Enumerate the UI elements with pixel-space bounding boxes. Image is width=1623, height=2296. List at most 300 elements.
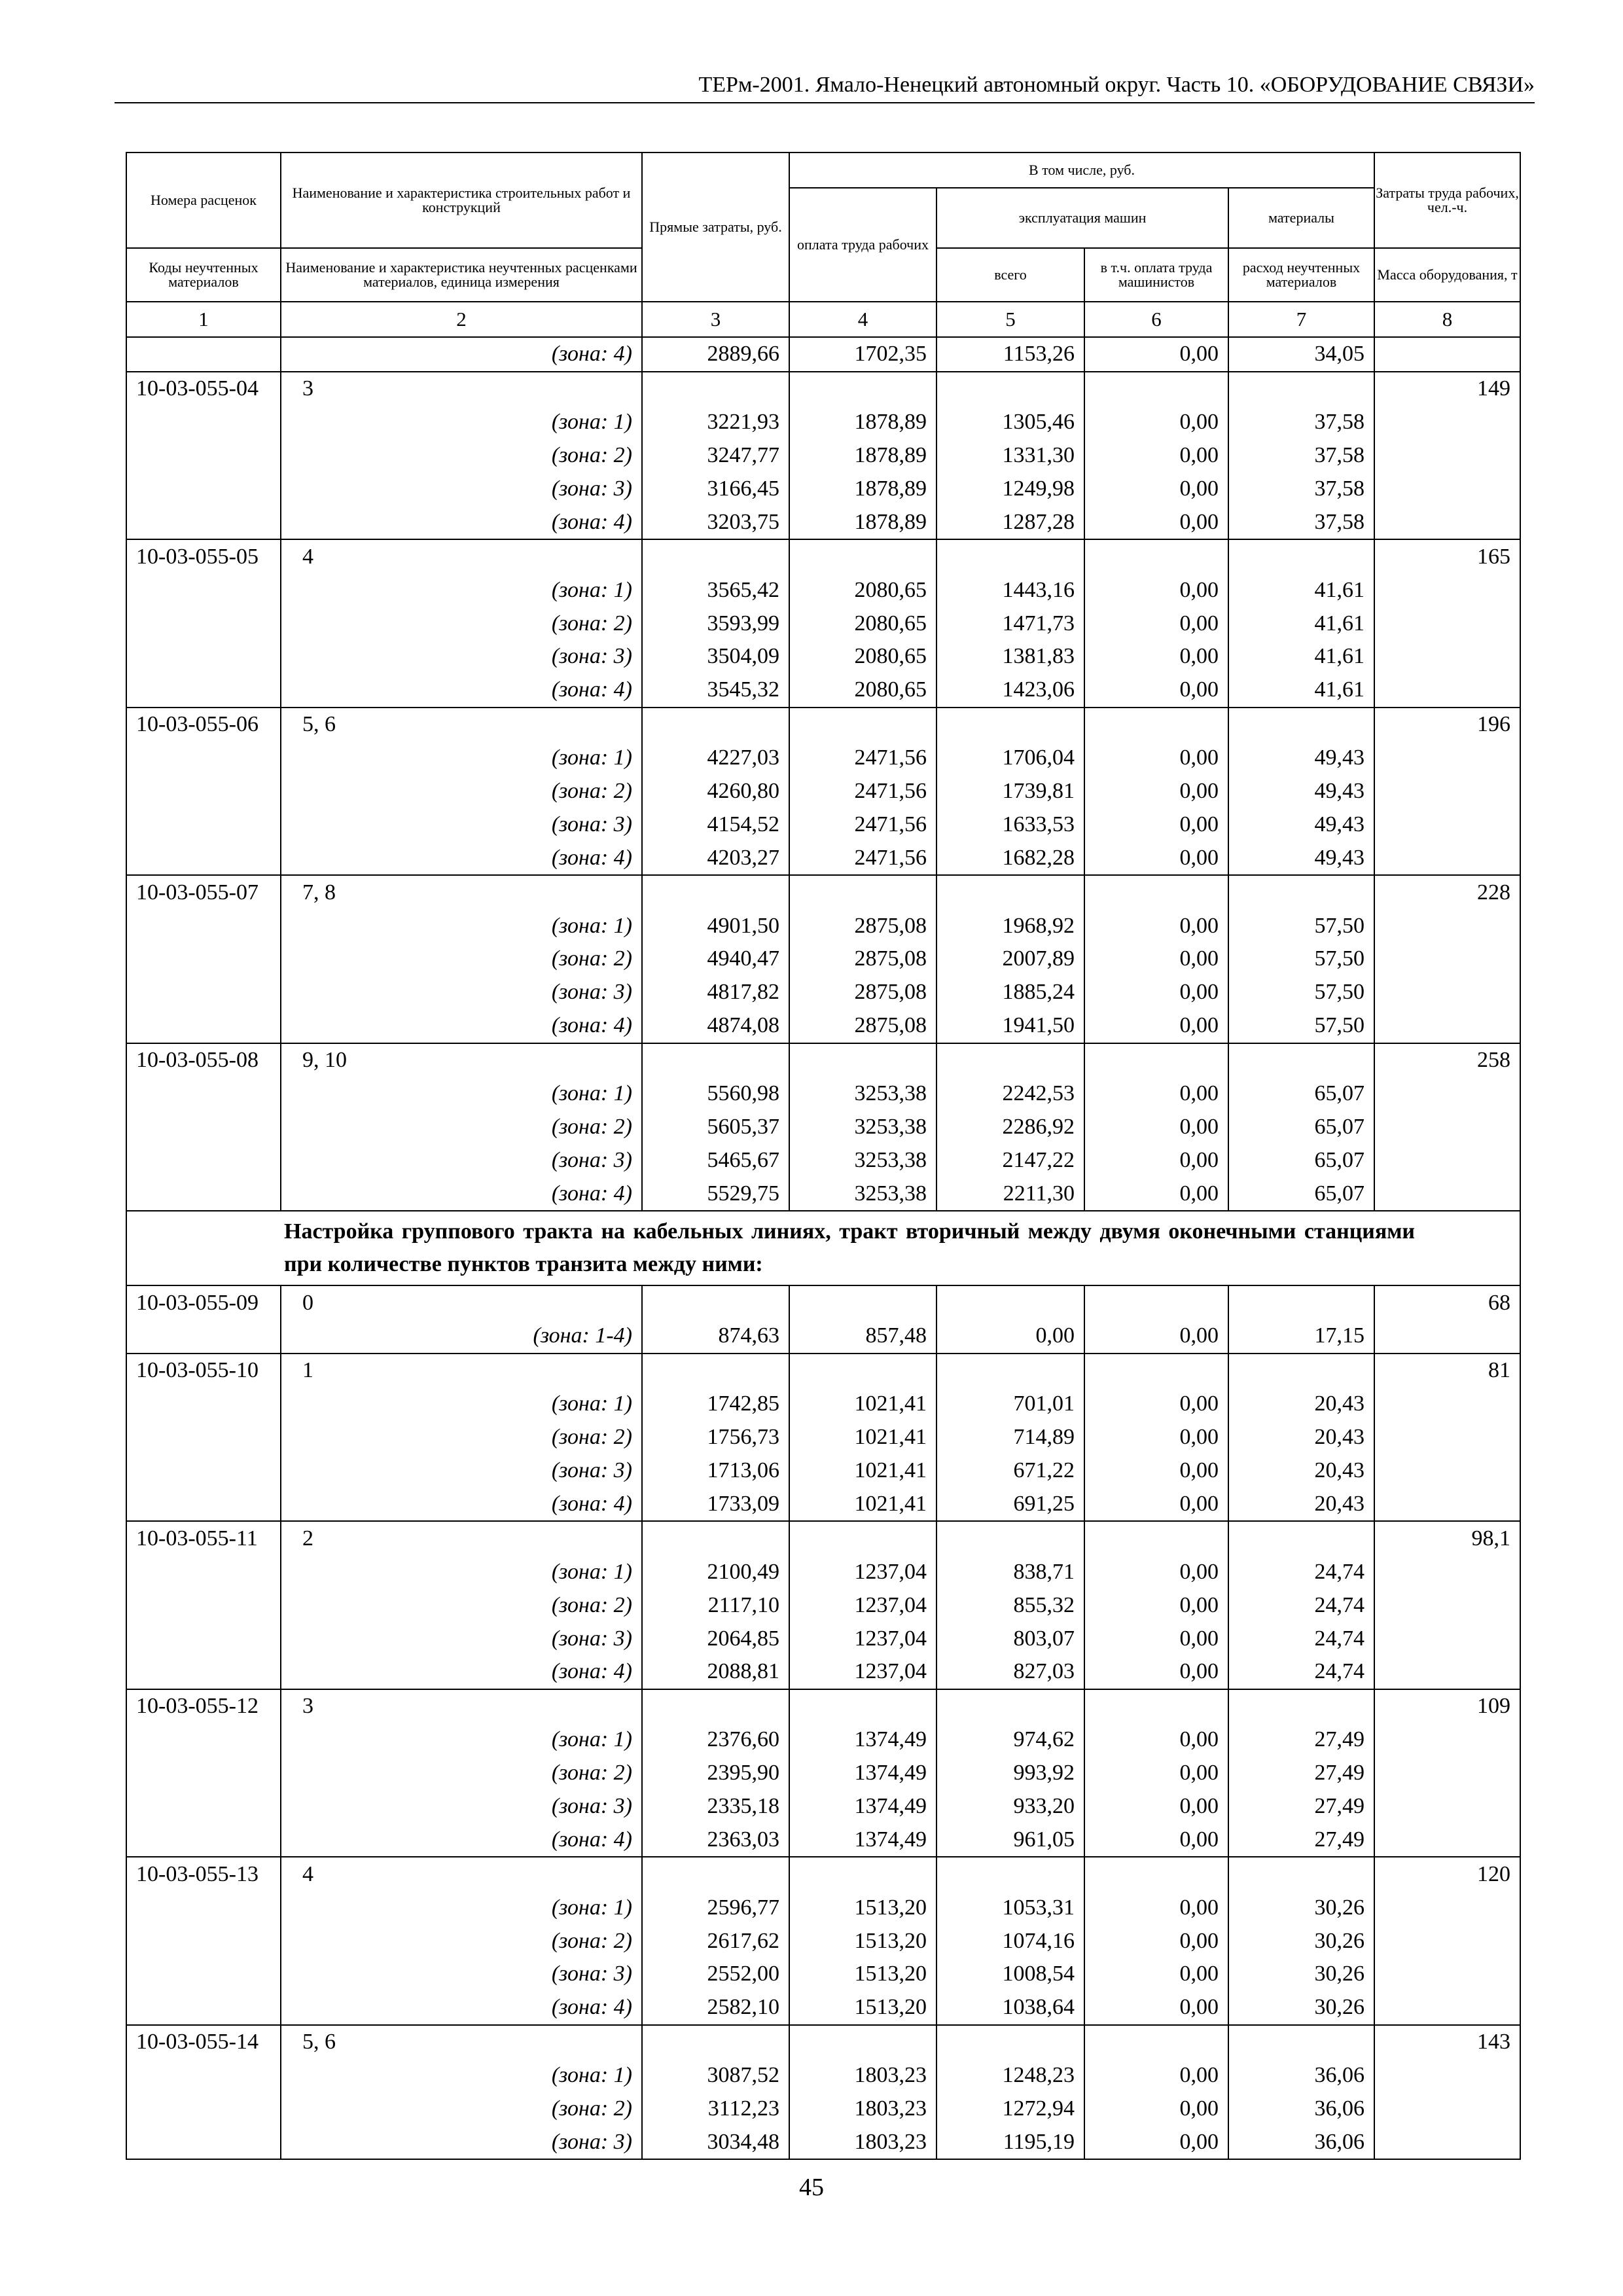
direct-costs: 2100,49 (642, 1555, 789, 1588)
materials-cost: 65,07 (1228, 1110, 1374, 1143)
rate-header-row (126, 1354, 1520, 1388)
machines-total: 1423,06 (936, 673, 1084, 708)
direct-costs: 1733,09 (642, 1488, 789, 1522)
table-header (126, 152, 1520, 337)
labor-hours: 143 (1374, 2025, 1520, 2059)
materials-cost: 57,50 (1228, 976, 1374, 1009)
machines-total: 1443,16 (936, 573, 1084, 607)
worker-pay: 1878,89 (789, 473, 936, 506)
rate-header-row (126, 875, 1520, 909)
empty-cell (789, 539, 936, 573)
table-body-part-a (126, 337, 1520, 1211)
empty-cell (1374, 1454, 1520, 1488)
rate-code: 10-03-055-08 (126, 1043, 281, 1077)
materials-cost: 41,61 (1228, 573, 1374, 607)
operators-pay: 0,00 (1084, 1009, 1228, 1043)
worker-pay: 1878,89 (789, 406, 936, 439)
empty-cell (1374, 909, 1520, 942)
empty-cell (1084, 2025, 1228, 2059)
machines-total: 2286,92 (936, 1110, 1084, 1143)
rate-header-row (126, 1043, 1520, 1077)
machines-total: 838,71 (936, 1555, 1084, 1588)
direct-costs: 3565,42 (642, 573, 789, 607)
zone-label: (зона: 4) (281, 1823, 642, 1857)
labor-hours: 196 (1374, 708, 1520, 742)
empty-cell (126, 1388, 281, 1421)
operators-pay: 0,00 (1084, 1077, 1228, 1111)
column-number: 8 (1374, 302, 1520, 337)
empty-cell (1084, 1857, 1228, 1891)
empty-cell (1374, 1588, 1520, 1622)
rate-parameter: 3 (281, 1689, 642, 1723)
zone-row (126, 909, 1520, 942)
direct-costs: 1742,85 (642, 1388, 789, 1421)
empty-cell (126, 337, 281, 372)
empty-cell (1084, 1354, 1228, 1388)
empty-cell (642, 539, 789, 573)
operators-pay: 0,00 (1084, 1757, 1228, 1790)
empty-cell (1084, 1689, 1228, 1723)
empty-cell (1084, 1285, 1228, 1319)
empty-cell (1228, 708, 1374, 742)
zone-row (126, 505, 1520, 539)
zone-label: (зона: 1-4) (281, 1319, 642, 1354)
machines-total: 714,89 (936, 1421, 1084, 1454)
empty-cell (789, 372, 936, 406)
empty-cell (126, 2092, 281, 2126)
materials-cost: 65,07 (1228, 1077, 1374, 1111)
header-machines-total: всего (936, 248, 1084, 302)
rate-parameter: 5, 6 (281, 2025, 642, 2059)
rate-code: 10-03-055-14 (126, 2025, 281, 2059)
empty-cell (1228, 539, 1374, 573)
empty-cell (1228, 1354, 1374, 1388)
zone-label: (зона: 1) (281, 1388, 642, 1421)
empty-cell (642, 875, 789, 909)
empty-cell (126, 1319, 281, 1354)
empty-cell (1374, 1077, 1520, 1111)
zone-row (126, 1723, 1520, 1757)
empty-cell (1374, 640, 1520, 673)
machines-total: 1195,19 (936, 2125, 1084, 2159)
direct-costs: 4940,47 (642, 942, 789, 976)
operators-pay: 0,00 (1084, 2059, 1228, 2092)
empty-cell (126, 1177, 281, 1211)
empty-cell (126, 406, 281, 439)
empty-cell (936, 1521, 1084, 1555)
empty-cell (1374, 1009, 1520, 1043)
zone-row (126, 1143, 1520, 1177)
empty-cell (126, 1790, 281, 1823)
worker-pay: 2875,08 (789, 1009, 936, 1043)
empty-cell (126, 841, 281, 875)
materials-cost: 30,26 (1228, 1991, 1374, 2025)
empty-cell (936, 708, 1084, 742)
direct-costs: 2889,66 (642, 337, 789, 372)
column-number: 5 (936, 302, 1084, 337)
empty-cell (126, 673, 281, 708)
machines-total: 1968,92 (936, 909, 1084, 942)
rate-code: 10-03-055-05 (126, 539, 281, 573)
rate-header-row (126, 1689, 1520, 1723)
machines-total: 1381,83 (936, 640, 1084, 673)
empty-cell (1374, 505, 1520, 539)
operators-pay: 0,00 (1084, 1177, 1228, 1211)
materials-cost: 30,26 (1228, 1891, 1374, 1924)
empty-cell (1228, 875, 1374, 909)
materials-cost: 36,06 (1228, 2125, 1374, 2159)
materials-cost: 27,49 (1228, 1823, 1374, 1857)
materials-cost: 57,50 (1228, 942, 1374, 976)
zone-label: (зона: 4) (281, 1991, 642, 2025)
empty-cell (1084, 708, 1228, 742)
zone-row (126, 1319, 1520, 1354)
worker-pay: 1513,20 (789, 1891, 936, 1924)
direct-costs: 3112,23 (642, 2092, 789, 2126)
zone-row (126, 1891, 1520, 1924)
direct-costs: 2117,10 (642, 1588, 789, 1622)
machines-total: 1471,73 (936, 607, 1084, 640)
worker-pay: 1513,20 (789, 1924, 936, 1958)
operators-pay: 0,00 (1084, 1924, 1228, 1958)
zone-label: (зона: 1) (281, 2059, 642, 2092)
materials-cost: 57,50 (1228, 909, 1374, 942)
worker-pay: 1237,04 (789, 1655, 936, 1689)
machines-total: 1248,23 (936, 2059, 1084, 2092)
operators-pay: 0,00 (1084, 1723, 1228, 1757)
direct-costs: 4901,50 (642, 909, 789, 942)
machines-total: 1053,31 (936, 1891, 1084, 1924)
empty-cell (126, 607, 281, 640)
zone-label: (зона: 2) (281, 607, 642, 640)
machines-total: 1287,28 (936, 505, 1084, 539)
materials-cost: 17,15 (1228, 1319, 1374, 1354)
empty-cell (1228, 2025, 1374, 2059)
zone-label: (зона: 3) (281, 640, 642, 673)
rate-code: 10-03-055-13 (126, 1857, 281, 1891)
empty-cell (126, 1421, 281, 1454)
section-heading-block (126, 1211, 1520, 1285)
operators-pay: 0,00 (1084, 1588, 1228, 1622)
empty-cell (642, 1689, 789, 1723)
worker-pay: 2080,65 (789, 573, 936, 607)
direct-costs: 2596,77 (642, 1891, 789, 1924)
empty-cell (789, 1354, 936, 1388)
empty-cell (126, 976, 281, 1009)
header-rate-numbers: Номера расценок (126, 152, 281, 248)
empty-cell (126, 2059, 281, 2092)
empty-cell (1228, 372, 1374, 406)
zone-row (126, 406, 1520, 439)
zone-label: (зона: 4) (281, 1488, 642, 1522)
zone-row (126, 337, 1520, 372)
zone-label: (зона: 4) (281, 337, 642, 372)
column-number: 7 (1228, 302, 1374, 337)
direct-costs: 4874,08 (642, 1009, 789, 1043)
operators-pay: 0,00 (1084, 976, 1228, 1009)
empty-cell (126, 439, 281, 473)
header-worker-pay: оплата труда рабочих (789, 188, 936, 302)
machines-total: 691,25 (936, 1488, 1084, 1522)
zone-row (126, 841, 1520, 875)
rate-code: 10-03-055-11 (126, 1521, 281, 1555)
empty-cell (1084, 539, 1228, 573)
empty-cell (1374, 573, 1520, 607)
rate-header-row (126, 708, 1520, 742)
zone-row (126, 2092, 1520, 2126)
header-material-names: Наименование и характеристика неучтенных расценками материалов, единица измерения (281, 248, 642, 302)
empty-cell (126, 808, 281, 841)
materials-cost: 36,06 (1228, 2059, 1374, 2092)
zone-label: (зона: 3) (281, 1454, 642, 1488)
worker-pay: 2080,65 (789, 673, 936, 708)
operators-pay: 0,00 (1084, 337, 1228, 372)
direct-costs: 5560,98 (642, 1077, 789, 1111)
worker-pay: 2875,08 (789, 909, 936, 942)
empty-cell (126, 1655, 281, 1689)
empty-cell (1374, 1723, 1520, 1757)
machines-total: 2211,30 (936, 1177, 1084, 1211)
header-material-codes: Коды неучтенных материалов (126, 248, 281, 302)
worker-pay: 1878,89 (789, 505, 936, 539)
empty-cell (126, 1009, 281, 1043)
empty-cell (1374, 2059, 1520, 2092)
zone-row (126, 1110, 1520, 1143)
zone-row (126, 439, 1520, 473)
direct-costs: 3545,32 (642, 673, 789, 708)
machines-total: 1739,81 (936, 775, 1084, 808)
zone-row (126, 1655, 1520, 1689)
operators-pay: 0,00 (1084, 1488, 1228, 1522)
worker-pay: 1374,49 (789, 1723, 936, 1757)
direct-costs: 3504,09 (642, 640, 789, 673)
machines-total: 1941,50 (936, 1009, 1084, 1043)
zone-row (126, 2125, 1520, 2159)
page-number: 45 (799, 2174, 824, 2201)
machines-total: 1706,04 (936, 742, 1084, 775)
rate-parameter: 4 (281, 539, 642, 573)
materials-cost: 37,58 (1228, 439, 1374, 473)
empty-cell (936, 875, 1084, 909)
direct-costs: 5529,75 (642, 1177, 789, 1211)
direct-costs: 2335,18 (642, 1790, 789, 1823)
direct-costs: 5605,37 (642, 1110, 789, 1143)
zone-label: (зона: 3) (281, 2125, 642, 2159)
empty-cell (126, 1757, 281, 1790)
empty-cell (1374, 337, 1520, 372)
labor-hours: 81 (1374, 1354, 1520, 1388)
zone-label: (зона: 4) (281, 505, 642, 539)
empty-cell (1374, 1924, 1520, 1958)
worker-pay: 3253,38 (789, 1177, 936, 1211)
direct-costs: 1756,73 (642, 1421, 789, 1454)
materials-cost: 30,26 (1228, 1924, 1374, 1958)
zone-row (126, 673, 1520, 708)
header-labor-costs: Затраты труда рабочих, чел.-ч. (1374, 152, 1520, 248)
operators-pay: 0,00 (1084, 473, 1228, 506)
rate-header-row (126, 2025, 1520, 2059)
operators-pay: 0,00 (1084, 1143, 1228, 1177)
operators-pay: 0,00 (1084, 942, 1228, 976)
worker-pay: 2080,65 (789, 640, 936, 673)
zone-label: (зона: 1) (281, 1891, 642, 1924)
machines-total: 701,01 (936, 1388, 1084, 1421)
labor-hours: 149 (1374, 372, 1520, 406)
operators-pay: 0,00 (1084, 909, 1228, 942)
empty-cell (126, 1077, 281, 1111)
empty-cell (642, 708, 789, 742)
worker-pay: 1237,04 (789, 1588, 936, 1622)
empty-cell (126, 742, 281, 775)
rate-header-row (126, 1521, 1520, 1555)
machines-total: 1633,53 (936, 808, 1084, 841)
zone-row (126, 473, 1520, 506)
zone-row (126, 1454, 1520, 1488)
rate-header-row (126, 1285, 1520, 1319)
operators-pay: 0,00 (1084, 2125, 1228, 2159)
zone-row (126, 1555, 1520, 1588)
direct-costs: 3087,52 (642, 2059, 789, 2092)
machines-total: 1331,30 (936, 439, 1084, 473)
materials-cost: 65,07 (1228, 1143, 1374, 1177)
empty-cell (126, 909, 281, 942)
direct-costs: 2363,03 (642, 1823, 789, 1857)
rate-parameter: 0 (281, 1285, 642, 1319)
worker-pay: 1374,49 (789, 1823, 936, 1857)
worker-pay: 1021,41 (789, 1488, 936, 1522)
empty-cell (1374, 1790, 1520, 1823)
direct-costs: 3203,75 (642, 505, 789, 539)
zone-row (126, 742, 1520, 775)
empty-cell (1084, 875, 1228, 909)
direct-costs: 1713,06 (642, 1454, 789, 1488)
header-machines: эксплуатация машин (936, 188, 1228, 248)
operators-pay: 0,00 (1084, 1421, 1228, 1454)
operators-pay: 0,00 (1084, 439, 1228, 473)
operators-pay: 0,00 (1084, 2092, 1228, 2126)
materials-cost: 49,43 (1228, 742, 1374, 775)
worker-pay: 3253,38 (789, 1077, 936, 1111)
empty-cell (1374, 607, 1520, 640)
empty-cell (936, 1857, 1084, 1891)
rate-parameter: 1 (281, 1354, 642, 1388)
direct-costs: 2395,90 (642, 1757, 789, 1790)
zone-row (126, 1009, 1520, 1043)
rate-parameter: 9, 10 (281, 1043, 642, 1077)
empty-cell (126, 505, 281, 539)
zone-row (126, 808, 1520, 841)
zone-row (126, 1958, 1520, 1991)
rate-code: 10-03-055-07 (126, 875, 281, 909)
zone-row (126, 2059, 1520, 2092)
zone-row (126, 1757, 1520, 1790)
machines-total: 993,92 (936, 1757, 1084, 1790)
zone-label: (зона: 2) (281, 942, 642, 976)
empty-cell (126, 1454, 281, 1488)
operators-pay: 0,00 (1084, 808, 1228, 841)
machines-total: 803,07 (936, 1622, 1084, 1655)
labor-hours: 68 (1374, 1285, 1520, 1319)
empty-cell (126, 942, 281, 976)
empty-cell (1374, 1958, 1520, 1991)
operators-pay: 0,00 (1084, 607, 1228, 640)
zone-row (126, 976, 1520, 1009)
operators-pay: 0,00 (1084, 406, 1228, 439)
empty-cell (1374, 1488, 1520, 1522)
labor-hours: 98,1 (1374, 1521, 1520, 1555)
worker-pay: 1878,89 (789, 439, 936, 473)
empty-cell (642, 1043, 789, 1077)
empty-cell (126, 1555, 281, 1588)
zone-row (126, 1991, 1520, 2025)
machines-total: 974,62 (936, 1723, 1084, 1757)
machines-total: 1249,98 (936, 473, 1084, 506)
direct-costs: 4260,80 (642, 775, 789, 808)
materials-cost: 20,43 (1228, 1454, 1374, 1488)
materials-cost: 36,06 (1228, 2092, 1374, 2126)
worker-pay: 3253,38 (789, 1143, 936, 1177)
header-operators-pay: в т.ч. оплата труда машинистов (1084, 248, 1228, 302)
empty-cell (126, 1891, 281, 1924)
direct-costs: 2064,85 (642, 1622, 789, 1655)
empty-cell (1228, 1689, 1374, 1723)
empty-cell (126, 1924, 281, 1958)
zone-row (126, 1790, 1520, 1823)
direct-costs: 874,63 (642, 1319, 789, 1354)
empty-cell (1374, 775, 1520, 808)
zone-row (126, 1924, 1520, 1958)
machines-total: 1272,94 (936, 2092, 1084, 2126)
empty-cell (1374, 2125, 1520, 2159)
worker-pay: 1237,04 (789, 1555, 936, 1588)
operators-pay: 0,00 (1084, 1622, 1228, 1655)
rate-parameter: 2 (281, 1521, 642, 1555)
worker-pay: 2471,56 (789, 742, 936, 775)
zone-label: (зона: 2) (281, 1588, 642, 1622)
machines-total: 1074,16 (936, 1924, 1084, 1958)
operators-pay: 0,00 (1084, 742, 1228, 775)
empty-cell (1374, 1655, 1520, 1689)
labor-hours: 120 (1374, 1857, 1520, 1891)
worker-pay: 1803,23 (789, 2125, 936, 2159)
operators-pay: 0,00 (1084, 1388, 1228, 1421)
empty-cell (642, 372, 789, 406)
table-body-part-b (126, 1285, 1520, 2159)
worker-pay: 2471,56 (789, 808, 936, 841)
operators-pay: 0,00 (1084, 841, 1228, 875)
machines-total: 961,05 (936, 1823, 1084, 1857)
direct-costs: 2376,60 (642, 1723, 789, 1757)
empty-cell (1374, 808, 1520, 841)
direct-costs: 2552,00 (642, 1958, 789, 1991)
materials-cost: 20,43 (1228, 1488, 1374, 1522)
zone-label: (зона: 1) (281, 1077, 642, 1111)
zone-label: (зона: 1) (281, 1723, 642, 1757)
zone-label: (зона: 2) (281, 1757, 642, 1790)
empty-cell (789, 1043, 936, 1077)
zone-row (126, 607, 1520, 640)
empty-cell (126, 573, 281, 607)
empty-cell (1228, 1521, 1374, 1555)
zone-row (126, 1421, 1520, 1454)
worker-pay: 2471,56 (789, 775, 936, 808)
empty-cell (126, 1958, 281, 1991)
zone-label: (зона: 1) (281, 573, 642, 607)
machines-total: 1038,64 (936, 1991, 1084, 2025)
empty-cell (1374, 1622, 1520, 1655)
materials-cost: 57,50 (1228, 1009, 1374, 1043)
direct-costs: 5465,67 (642, 1143, 789, 1177)
